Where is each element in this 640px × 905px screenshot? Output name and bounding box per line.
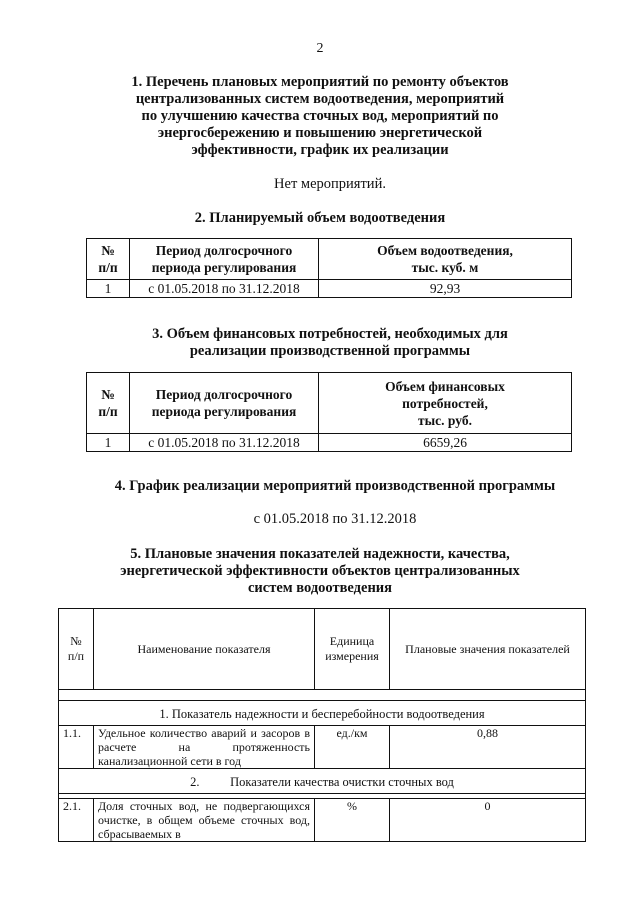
spacer-row: [59, 690, 586, 701]
col-num-header: [87, 239, 130, 280]
section-2-title: 2. Планируемый объем водоотведения: [194, 210, 446, 226]
row-num: 1: [87, 280, 130, 298]
section-1-title-line: по улучшению качества сточных вод, мероприятий по: [141, 108, 499, 124]
section-1-title-line: 1. Перечень плановых мероприятий по ремонту объектов: [131, 74, 509, 90]
row-name: Удельное количество аварий и засоров в расчете на протяженность канализационной сети в год: [94, 726, 315, 769]
row-period: с 01.05.2018 по 31.12.2018: [130, 280, 319, 298]
col-period-header: [130, 373, 319, 434]
col-period-header-line: Период долгосрочного: [155, 387, 293, 402]
group-heading-1: 1. Показатель надежности и бесперебойности водоотведения: [59, 701, 586, 726]
spacer-cell: [59, 690, 586, 701]
col-num-header-line: п/п: [67, 649, 85, 663]
group-heading-2-text: Показатели качества очистки сточных вод: [230, 775, 454, 789]
section-5-title-line: энергетической эффективности объектов централизованных: [120, 563, 520, 579]
col-finance-header-line: Объем финансовых: [385, 378, 505, 394]
section-1-title-line: энергосбережению и повышению энергетической: [157, 125, 483, 141]
row-finance: 6659,26: [319, 434, 572, 452]
col-finance-header-line: тыс. руб.: [418, 412, 472, 428]
col-num-header: [87, 373, 130, 434]
col-num-header-line: п/п: [98, 404, 118, 419]
col-plan-header: Плановые значения показателей: [390, 609, 586, 690]
section-4-period: с 01.05.2018 по 31.12.2018: [253, 511, 417, 527]
col-num-header-line: №: [70, 634, 82, 648]
table-row: [87, 280, 572, 298]
col-num-header-line: №: [101, 243, 115, 258]
table-header-row: [59, 609, 586, 690]
col-period-header: [130, 239, 319, 280]
table-header-row: [87, 373, 572, 434]
col-period-header-line: периода регулирования: [151, 404, 297, 419]
row-num: 2.1.: [59, 799, 94, 842]
row-period: с 01.05.2018 по 31.12.2018: [130, 434, 319, 452]
table-header-row: [87, 239, 572, 280]
col-num-header-line: №: [101, 387, 115, 402]
row-value: 0,88: [390, 726, 586, 769]
row-num: 1: [87, 434, 130, 452]
table-row: [59, 726, 586, 769]
col-volume-header-line: тыс. куб. м: [411, 260, 479, 275]
col-name-header: Наименование показателя: [94, 609, 315, 690]
table-row: [87, 434, 572, 452]
row-unit: %: [315, 799, 390, 842]
col-num-header-line: п/п: [98, 260, 118, 275]
indicators-table: [58, 608, 586, 842]
row-volume: 92,93: [319, 280, 572, 298]
section-1-title-line: централизованных систем водоотведения, мероприятий: [135, 91, 505, 107]
row-num: 1.1.: [59, 726, 94, 769]
col-unit-header-line: Единица: [329, 634, 375, 648]
row-unit: ед./км: [315, 726, 390, 769]
col-volume-header-line: Объем водоотведения,: [377, 243, 513, 258]
row-value: 0: [390, 799, 586, 842]
section-5-title-line: систем водоотведения: [247, 580, 393, 596]
section-3-title-line: 3. Объем финансовых потребностей, необходимых для: [152, 326, 508, 342]
group-heading-2: [59, 769, 586, 794]
col-finance-header-line: потребностей,: [402, 395, 488, 411]
col-unit-header-line: измерения: [325, 649, 379, 663]
section-1-title: [90, 74, 550, 159]
finance-table: [86, 372, 572, 452]
table-row: [59, 799, 586, 842]
volume-table: [86, 238, 572, 298]
section-5-title: [90, 546, 550, 597]
section-1-note: Нет мероприятий.: [274, 176, 386, 192]
section-5-title-line: 5. Плановые значения показателей надежности, качества,: [130, 546, 510, 562]
col-period-header-line: периода регулирования: [151, 260, 297, 275]
row-name: Доля сточных вод, не подвергающихся очистке, в общем объеме сточных вод, сбрасываемых в: [94, 799, 315, 842]
col-finance-header: [319, 373, 572, 434]
section-4-title: 4. График реализации мероприятий производственной программы: [114, 478, 556, 494]
group-row: [59, 701, 586, 726]
col-num-header: [59, 609, 94, 690]
group-heading-2-num: 2.: [190, 775, 200, 789]
col-volume-header: [319, 239, 572, 280]
section-3-title: [110, 326, 550, 360]
page-number: 2: [316, 41, 324, 56]
section-1-title-line: эффективности, график их реализации: [191, 142, 449, 158]
group-row: [59, 769, 586, 794]
section-3-title-line: реализации производственной программы: [189, 343, 471, 359]
col-period-header-line: Период долгосрочного: [155, 243, 293, 258]
col-unit-header: [315, 609, 390, 690]
